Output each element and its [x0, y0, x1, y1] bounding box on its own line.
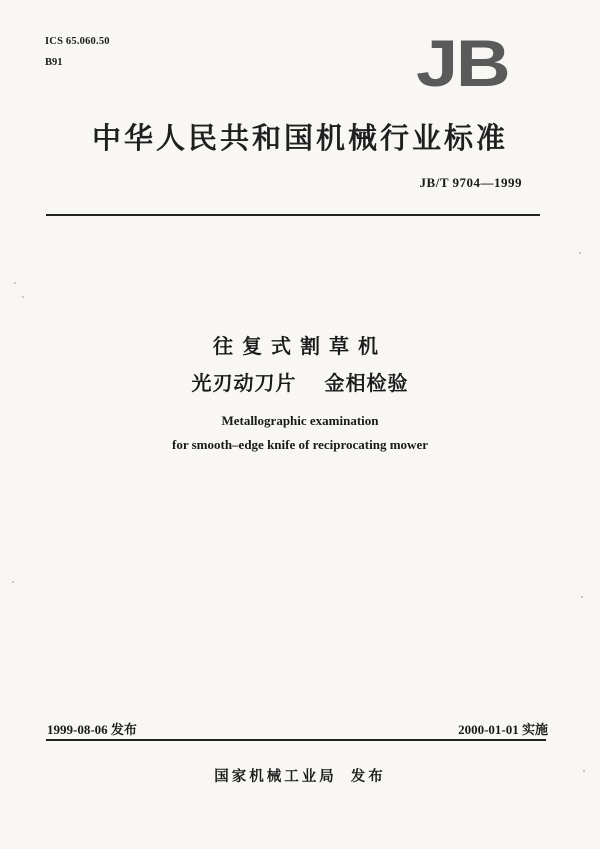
- ics-code: ICS 65.060.50: [45, 36, 110, 47]
- document-title-cn-part-a: 光刃动刀片: [191, 371, 297, 395]
- document-title-en-line2: for smooth–edge knife of reciprocating mower: [172, 437, 428, 452]
- issuer-line: [0, 765, 600, 786]
- footer-divider: [46, 739, 546, 741]
- implementation-date: 2000-01-01 实施: [458, 722, 548, 737]
- scan-speck: [12, 581, 14, 583]
- scan-speck: [22, 296, 24, 298]
- standard-number: JB/T 9704—1999: [419, 175, 522, 190]
- header-divider: [46, 214, 540, 216]
- document-title-cn-line1: 往复式割草机: [213, 334, 387, 358]
- document-title-en-line1: Metallographic examination: [221, 413, 379, 428]
- standard-title: 中华人民共和国机械行业标准: [91, 121, 508, 155]
- issuer-action: 发布: [350, 769, 386, 785]
- scan-speck: [579, 252, 581, 254]
- scan-speck: [581, 596, 583, 598]
- document-title-cn-line2: [0, 367, 600, 396]
- publish-date: 1999-08-06 发布: [47, 722, 137, 737]
- issuer-name: 国家机械工业局: [214, 769, 337, 785]
- document-title-cn-part-b: 金相检验: [324, 371, 409, 395]
- jb-logo: JB: [415, 26, 508, 100]
- scan-speck: [14, 282, 16, 284]
- classification-code: B91: [45, 57, 63, 68]
